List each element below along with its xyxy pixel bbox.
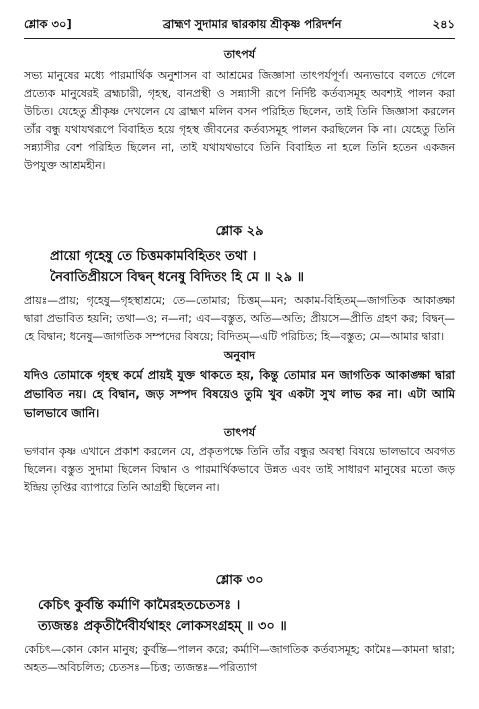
verse-29-purport: ভগবান কৃষ্ণ এখানে প্রকাশ করলেন যে, প্রকৃতপক্ষে তিনি তাঁর বন্ধুর অবস্থা বিষয়ে ভালভাবে অবগত ছিলেন। বস্তুত সুদামা ছিলেন বিদ্বান ও পারমার্থিকভাবে উন্নত এবং তাই সাধারণ মানুষের মতো জড় ইন্দ্রিয় তৃপ্তির ব্যাপারে তিনি আগ্রহী ছিলেন না। (24, 445, 455, 494)
verse-29-line-2: নৈবাতিপ্রীয়সে বিদ্বন্ ধনেষু বিদিতং হি মে ॥ ২৯ ॥ (50, 270, 304, 285)
verse-29-heading: শ্লোক ২৯ (215, 224, 264, 239)
header-rule (24, 38, 455, 39)
purport-heading: তাৎপর্য (223, 48, 256, 61)
purport-heading-2: তাৎপর্য (223, 426, 256, 439)
page-header (24, 14, 455, 36)
translation-heading: অনুবাদ (223, 349, 256, 362)
header-chapter-title: ব্রাহ্মণ সুদামার দ্বারকায় শ্রীকৃষ্ণ পরিদর্শন (162, 16, 342, 31)
verse-30-sanskrit (24, 595, 455, 637)
verse-29-translation: যদিও তোমাকে গৃহস্থ কর্মে প্রায়ই যুক্ত থাকতে হয়, কিন্তু তোমার মন জাগতিক আকাঙ্ক্ষা দ্বারা প্রভাবিত নয়। হে বিদ্বান, জড় সম্পদ বিষয়েও তুমি খুব একটা সুখ লাভ কর না। এটা আমি ভালভাবে জানি। (24, 368, 455, 420)
header-page-number: ২৪১ (432, 16, 455, 31)
verse-29-sanskrit (24, 246, 455, 288)
purport-section-1 (24, 46, 455, 175)
verse-30-synonyms: কেচিৎ—কোন কোন মানুষ; কুর্বন্তি—পালন করে; কর্মাণি—জাগতিক কর্তব্যসমূহ; কামৈঃ—কামনা দ্বারা; অহত—অবিচলিত; চেতসঃ—চিত্ত; ত্যজন্তঃ—পরিত্যাগ (24, 643, 455, 674)
header-verse-ref: শ্লোক ৩০] (24, 16, 72, 31)
verse-29-synonyms: প্রায়ঃ—প্রায়; গৃহেষু—গৃহস্থাশ্রমে; তে—তোমার; চিত্তম্—মন; অকাম-বিহিতম্—জাগতিক আকাঙ্ক্ষা দ্বারা প্রভাবিত হয়নি; তথা—ও; ন—না; এব—বস্তুত, অতি—অতি; প্রীয়সে—প্রীতি গ্রহণ কর; বিদ্বন্—হে বিদ্বান; ধনেষু—জাগতিক সম্পদের বিষয়ে; বিদিতম্—এটি পরিচিত; হি—বস্তুত; মে—আমার দ্বারা। (24, 294, 455, 343)
verse-30-section (24, 571, 455, 677)
verse-29-line-1: প্রায়ো গৃহেষু তে চিত্তমকামবিহিতং তথা । (50, 249, 257, 264)
purport-text: সভ্য মানুষের মধ্যে পারমার্থিক অনুশাসন বা আশ্রমের জিজ্ঞাসা তাৎপর্যপূর্ণ। অন্যভাবে বলতে গেলে প্রত্যেক মানুষেরই ব্রহ্মচারী, গৃহস্থ, বানপ্রস্থী ও সন্ন্যাসী রূপে নির্দিষ্ট কর্তব্যসমূহ অবশ্যই পালন করা উচিত। যেহেতু শ্রীকৃষ্ণ দেখলেন যে ব্রাহ্মণ মলিন বসন পরিহিত ছিলেন, তাই তিনি জিজ্ঞাসা করলেন তাঁর বন্ধু যথাযথরূপে বিবাহিত হয়ে গৃহস্থ জীবনের কর্তব্যসমূহ পালন করছিলেন কি না। যেহেতু তিনি সন্ন্যাসীর বেশ পরিহিত ছিলেন না, তাই যথাযথভাবে তিনি বিবাহিত না হলে তিনি হতেন একজন উপযুক্ত আশ্রমহীন। (24, 69, 455, 172)
verse-30-heading: শ্লোক ৩০ (215, 573, 264, 588)
verse-30-line-2: ত্যজন্তঃ প্রকৃতীর্দৈবীর্যথাহং লোকসংগ্রহম্ ॥ ৩০ ॥ (38, 619, 287, 634)
verse-29-section (24, 222, 455, 497)
verse-30-line-1: কেচিৎ কুর্বন্তি কর্মাণি কামৈরহতচেতসঃ । (38, 598, 241, 613)
